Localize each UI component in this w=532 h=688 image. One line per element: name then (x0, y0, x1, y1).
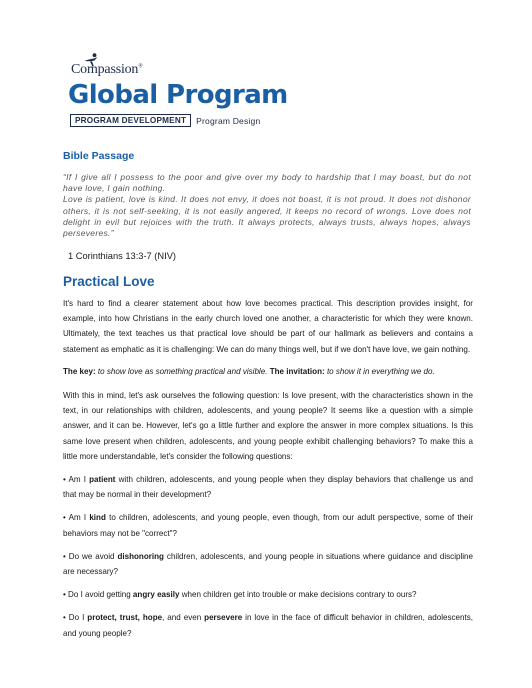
subtitle-row (70, 114, 260, 127)
question-item: • Am I kind to children, adolescents, and young people, even though, from our adult perspective, some of their behaviors may not be "correct"? (63, 513, 474, 538)
key-invitation-line (63, 364, 473, 379)
quote-line: “If I give all I possess to the poor and give over my body to hardship that I may boast, but do not have love, I gain nothing. (63, 172, 471, 194)
scripture-reference: 1 Corinthians 13:3-7 (NIV) (68, 251, 176, 261)
quote-line: Love is patient, love is kind. It does not envy, it does not boast, it is not proud. It does not dishonor others, it is not self-seeking, it is not easily angered, it keeps no record of wrongs. Love does not delight in evil but rejoices with the truth. It always protects, always trusts, always hopes, always perseveres.” (63, 194, 471, 239)
bible-passage-heading: Bible Passage (63, 150, 135, 162)
key-text: to show love as something practical and visible. (97, 366, 268, 376)
program-development-badge: PROGRAM DEVELOPMENT (70, 114, 191, 127)
invitation-label: The invitation: (269, 366, 325, 376)
lead-paragraph: With this in mind, let's ask ourselves the following question: Is love present, with the characteristics shown in the text, in our relationships with children, adolescents, and young people? It seems like a question with a simple answer, and it can be. However, let's go a little further and explore the answer in more complex situations. Is this same love present when children, adolescents, and young people exhibit challenging behaviors? To make this a little more understandable, let's consider the following questions: (63, 391, 473, 461)
question-item: • Do I avoid getting angry easily when children get into trouble or make decisions contrary to ours? (63, 590, 417, 600)
invitation-text: to show it in everything we do. (326, 366, 435, 376)
practical-love-heading: Practical Love (63, 274, 155, 289)
bible-quote (63, 172, 471, 239)
program-title: Global Program (68, 80, 288, 110)
question-item: • Am I patient with children, adolescents, and young people when they display behaviors that challenge us and that may be normal in their development? (63, 475, 473, 500)
key-label: The key: (63, 366, 96, 376)
question-item: • Do I protect, trust, hope, and even persevere in love in the face of difficult behavior in children, adolescents, and young people? (63, 613, 473, 638)
question-item: • Do we avoid dishonoring children, adolescents, and young people in situations where guidance and discipline are necessary? (63, 551, 473, 577)
logo-wordmark: Compassion® (71, 62, 143, 77)
practical-love-body (63, 296, 473, 649)
intro-paragraph: It's hard to find a clearer statement about how love becomes practical. This description provides insight, for example, into how Christians in the early church loved one another, a characteristic for which they were known. Ultimately, the text teaches us that practical love should be part of our hallmark as believers and contains a statement as emphatic as it is challenging: We can do many things well, but if we don't have love, we gain nothing. (63, 299, 473, 354)
program-design-label: Program Design (196, 115, 261, 126)
